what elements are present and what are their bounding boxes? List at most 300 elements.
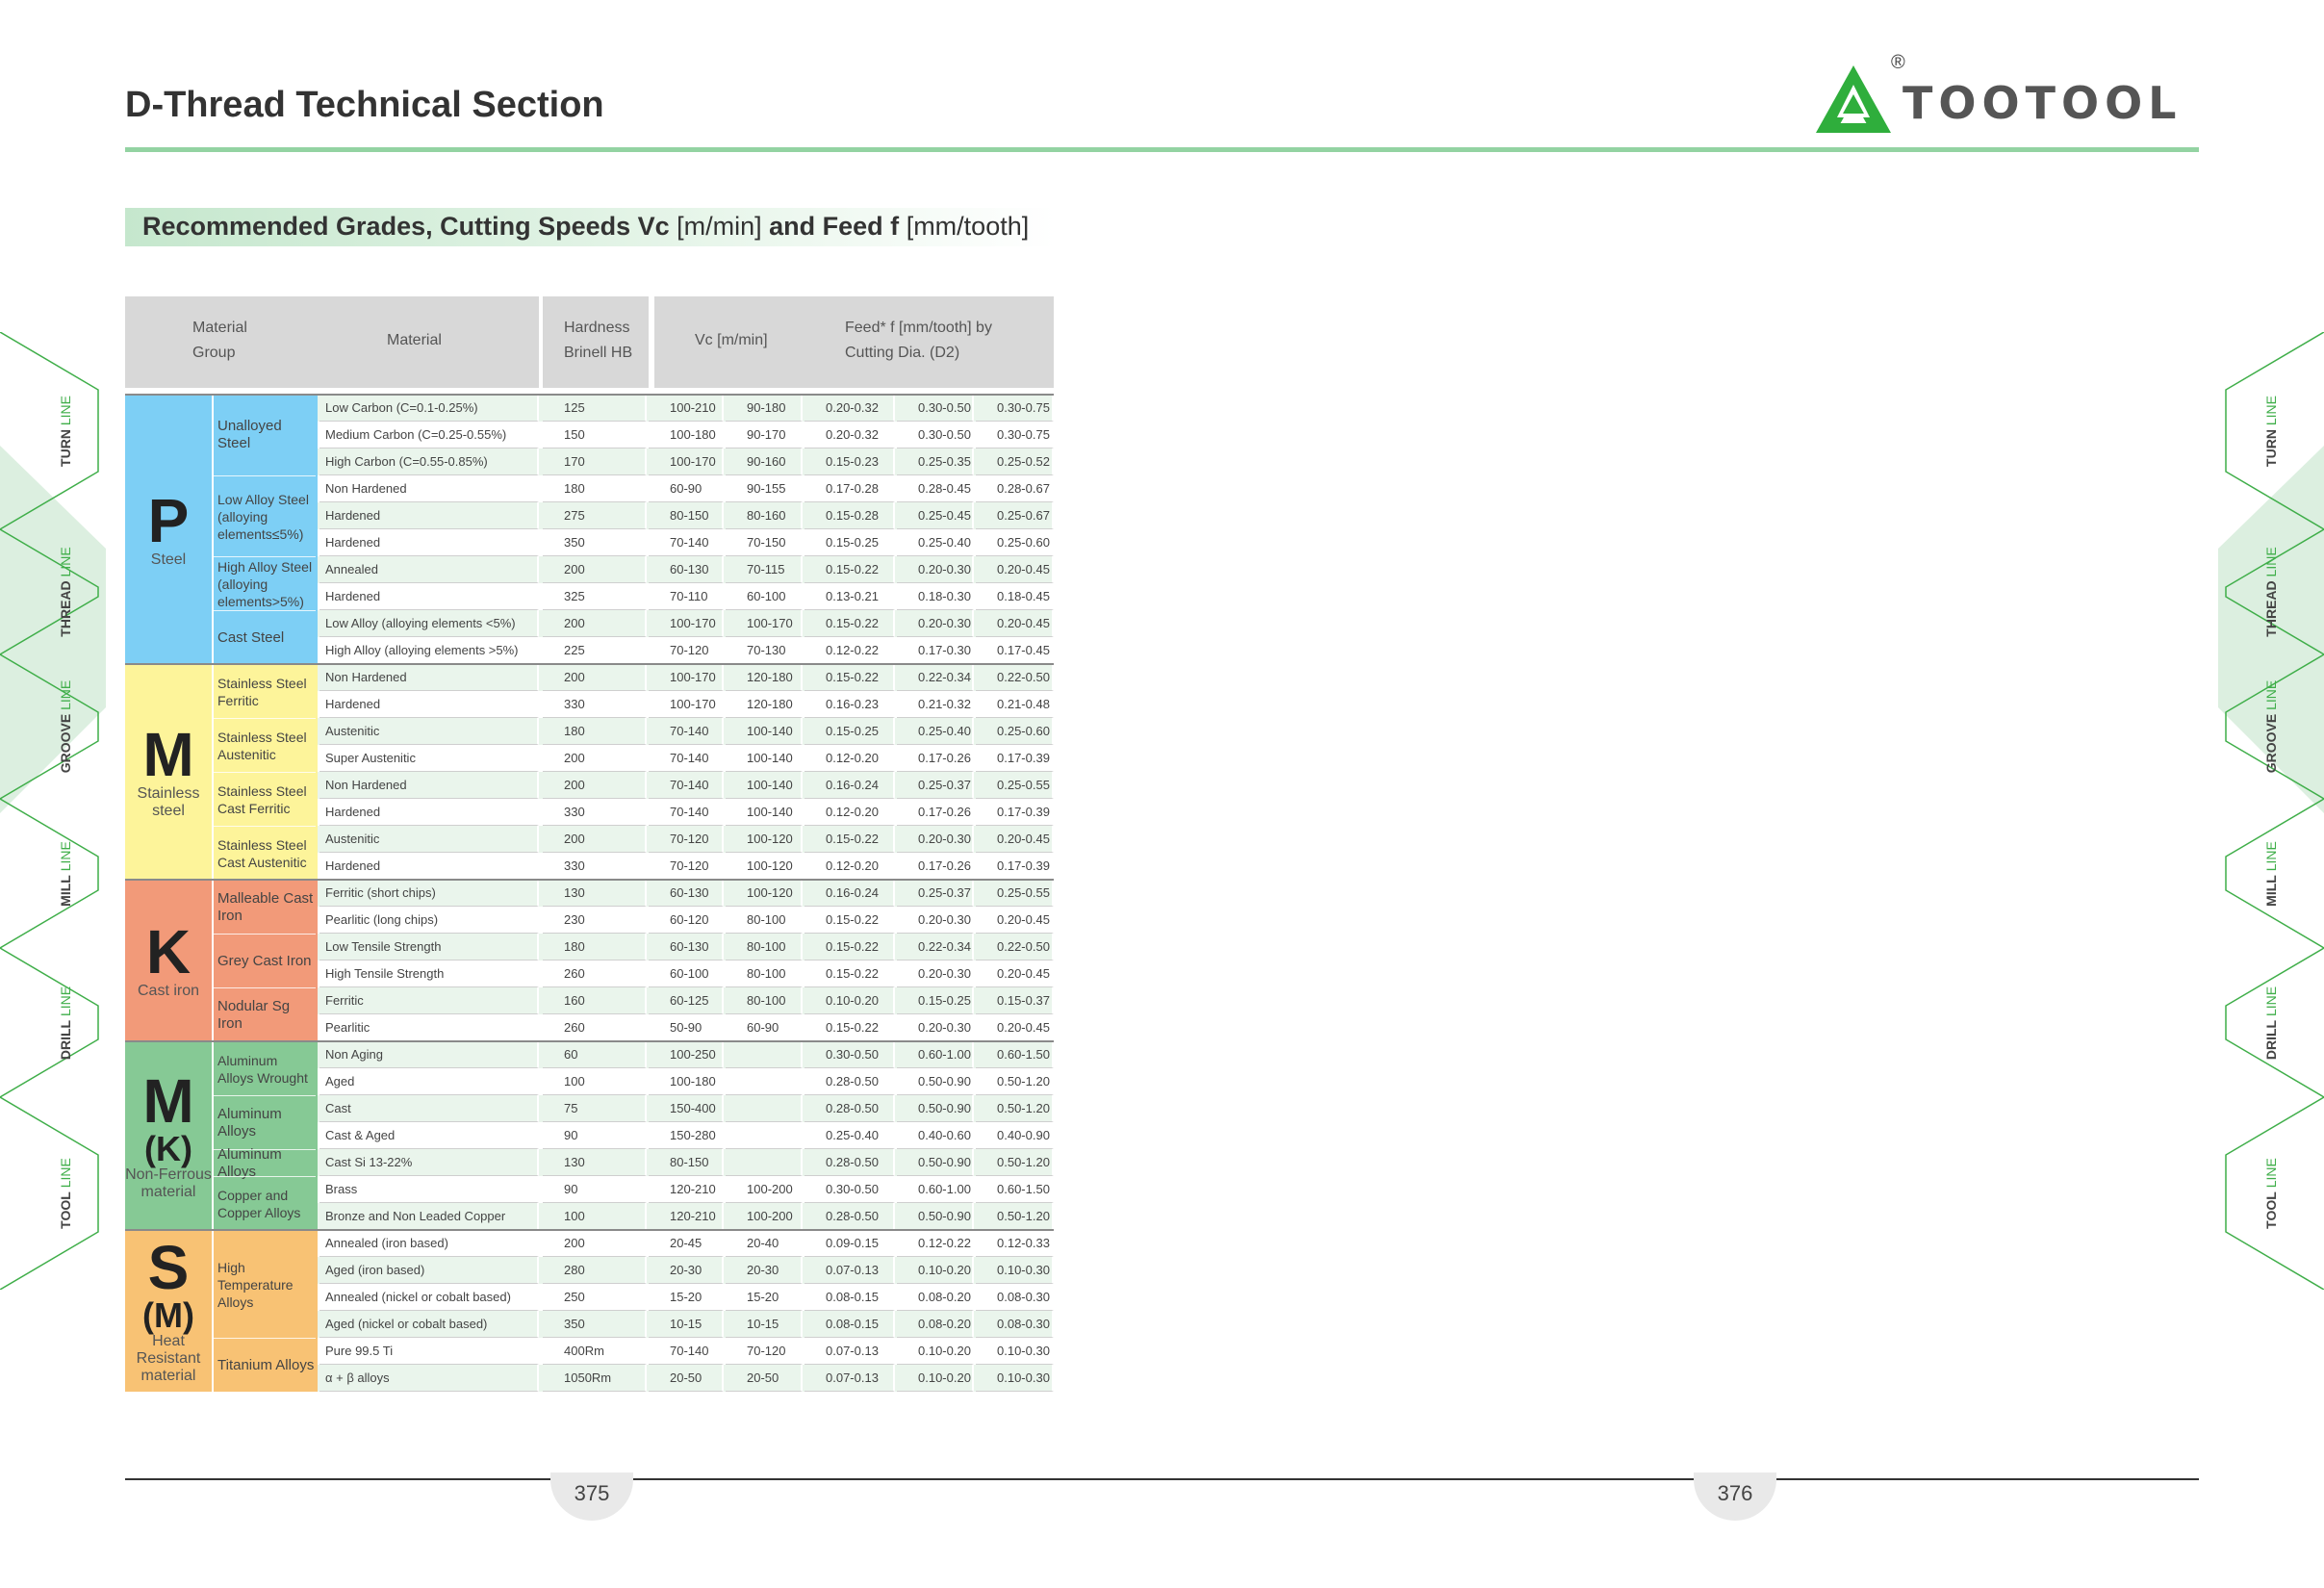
value-cell: 200 xyxy=(543,745,647,772)
side-tab-label-bold: GROOVE xyxy=(58,713,73,774)
value-cell: 0.10-0.30 xyxy=(976,1338,1054,1365)
material-subgroup: Grey Cast Iron xyxy=(214,934,316,987)
value-cell: 0.16-0.23 xyxy=(804,691,895,718)
value-cell: 0.07-0.13 xyxy=(804,1338,895,1365)
value-cell: 75 xyxy=(543,1095,647,1122)
value-cell: 0.12-0.20 xyxy=(804,853,895,880)
header-material: Material xyxy=(387,332,442,348)
value-cell: 200 xyxy=(543,826,647,853)
value-cell: 0.20-0.30 xyxy=(897,960,974,987)
value-cell: 50-90 xyxy=(649,1014,724,1041)
value-cell: 60-90 xyxy=(649,475,724,502)
value-cell: 100-170 xyxy=(649,610,724,637)
side-tab-outline xyxy=(0,1097,98,1290)
material-condition-cell: Cast Si 13-22% xyxy=(319,1149,539,1176)
material-condition-cell: High Carbon (C=0.55-0.85%) xyxy=(319,448,539,475)
value-cell: 0.28-0.50 xyxy=(804,1149,895,1176)
header-feed-b: Cutting Dia. (D2) xyxy=(845,345,960,361)
subtitle-part: [mm/tooth] xyxy=(906,212,1030,241)
value-cell: 120-210 xyxy=(649,1203,724,1230)
tootool-logo-icon xyxy=(1814,64,1893,137)
material-condition-cell: Bronze and Non Leaded Copper xyxy=(319,1203,539,1230)
value-cell: 0.30-0.50 xyxy=(897,422,974,448)
value-cell: 0.28-0.50 xyxy=(804,1068,895,1095)
material-condition-cell: Pure 99.5 Ti xyxy=(319,1338,539,1365)
value-cell: 120-180 xyxy=(726,664,803,691)
value-cell: 350 xyxy=(543,1311,647,1338)
material-subgroup: Stainless Steel Cast Austenitic xyxy=(214,826,316,880)
side-tab-tool[interactable] xyxy=(2260,1097,2283,1290)
value-cell: 60-90 xyxy=(726,1014,803,1041)
side-tab-label-bold: GROOVE xyxy=(2263,713,2279,774)
group-separator xyxy=(125,1040,1054,1042)
value-cell: 90-180 xyxy=(726,395,803,422)
value-cell: 0.12-0.20 xyxy=(804,745,895,772)
material-condition-cell: Ferritic xyxy=(319,987,539,1014)
side-tab-label-light: LINE xyxy=(58,395,73,429)
value-cell: 0.20-0.45 xyxy=(976,826,1054,853)
value-cell: 0.25-0.52 xyxy=(976,448,1054,475)
value-cell: 0.20-0.45 xyxy=(976,907,1054,934)
table-header xyxy=(125,296,539,388)
group-secondary-letter: (M) xyxy=(142,1295,194,1335)
value-cell: 0.10-0.20 xyxy=(804,987,895,1014)
value-cell: 0.22-0.50 xyxy=(976,934,1054,960)
header-divider xyxy=(125,147,2199,152)
value-cell: 0.30-0.50 xyxy=(804,1176,895,1203)
material-condition-cell: Ferritic (short chips) xyxy=(319,880,539,907)
material-condition-cell: Austenitic xyxy=(319,718,539,745)
side-tab-label-light: LINE xyxy=(58,1158,73,1192)
value-cell: 0.17-0.26 xyxy=(897,745,974,772)
value-cell: 100-140 xyxy=(726,772,803,799)
value-cell: 70-120 xyxy=(649,637,724,664)
value-cell: 125 xyxy=(543,395,647,422)
value-cell: 0.16-0.24 xyxy=(804,772,895,799)
value-cell: 0.15-0.37 xyxy=(976,987,1054,1014)
group-name: Steel xyxy=(150,551,187,568)
material-condition-cell: Non Hardened xyxy=(319,772,539,799)
value-cell: 70-115 xyxy=(726,556,803,583)
material-condition-cell: Non Hardened xyxy=(319,475,539,502)
table-header xyxy=(543,296,649,388)
value-cell: 0.30-0.50 xyxy=(804,1041,895,1068)
value-cell: 0.10-0.30 xyxy=(976,1257,1054,1284)
header-hardness-a: Hardness xyxy=(564,320,630,336)
material-condition-cell: Pearlitic (long chips) xyxy=(319,907,539,934)
value-cell xyxy=(726,1149,803,1176)
value-cell: 0.25-0.40 xyxy=(897,529,974,556)
value-cell: 80-160 xyxy=(726,502,803,529)
value-cell: 0.12-0.22 xyxy=(804,637,895,664)
section-subtitle xyxy=(125,208,1056,246)
value-cell: 0.40-0.90 xyxy=(976,1122,1054,1149)
group-letter: S xyxy=(147,1233,190,1302)
value-cell: 0.25-0.55 xyxy=(976,772,1054,799)
material-condition-cell: Annealed xyxy=(319,556,539,583)
value-cell: 100-140 xyxy=(726,718,803,745)
header-vc: Vc [m/min] xyxy=(695,332,768,348)
side-tab-label-bold: TOOL xyxy=(2263,1191,2279,1229)
subtitle-part: and Feed f xyxy=(761,212,907,241)
grades-table xyxy=(125,296,1054,1394)
value-cell: 100-210 xyxy=(649,395,724,422)
side-tab-label-light: LINE xyxy=(58,840,73,875)
material-group-s xyxy=(125,1230,212,1392)
value-cell: 120-180 xyxy=(726,691,803,718)
group-separator xyxy=(125,663,1054,665)
value-cell: 0.28-0.50 xyxy=(804,1095,895,1122)
material-condition-cell: Cast xyxy=(319,1095,539,1122)
value-cell: 0.12-0.22 xyxy=(897,1230,974,1257)
value-cell: 80-150 xyxy=(649,502,724,529)
material-condition-cell: Hardened xyxy=(319,502,539,529)
value-cell xyxy=(726,1122,803,1149)
value-cell: 0.22-0.34 xyxy=(897,664,974,691)
value-cell: 0.28-0.67 xyxy=(976,475,1054,502)
side-tab-drill[interactable] xyxy=(2260,927,2283,1119)
value-cell: 0.20-0.32 xyxy=(804,422,895,448)
material-group-p xyxy=(125,395,212,664)
value-cell: 20-50 xyxy=(649,1365,724,1392)
value-cell: 100-140 xyxy=(726,799,803,826)
material-condition-cell: α + β alloys xyxy=(319,1365,539,1392)
material-condition-cell: Medium Carbon (C=0.25-0.55%) xyxy=(319,422,539,448)
header-group-b: Group xyxy=(192,345,236,361)
material-condition-cell: Hardened xyxy=(319,853,539,880)
value-cell: 60-125 xyxy=(649,987,724,1014)
material-subgroup: Nodular Sg Iron xyxy=(214,987,316,1041)
value-cell: 0.13-0.21 xyxy=(804,583,895,610)
material-condition-cell: Annealed (nickel or cobalt based) xyxy=(319,1284,539,1311)
value-cell: 20-30 xyxy=(726,1257,803,1284)
value-cell: 330 xyxy=(543,691,647,718)
value-cell: 0.15-0.25 xyxy=(897,987,974,1014)
value-cell: 260 xyxy=(543,960,647,987)
value-cell: 0.10-0.20 xyxy=(897,1257,974,1284)
value-cell: 0.15-0.25 xyxy=(804,529,895,556)
material-subgroup: Low Alloy Steel (alloying elements≤5%) xyxy=(214,475,316,556)
value-cell xyxy=(726,1095,803,1122)
table-header xyxy=(654,296,1054,388)
value-cell: 0.10-0.20 xyxy=(897,1365,974,1392)
value-cell: 0.12-0.20 xyxy=(804,799,895,826)
material-subgroup: Stainless Steel Ferritic xyxy=(214,664,316,718)
material-subgroup: Cast Steel xyxy=(214,610,316,664)
value-cell: 0.15-0.23 xyxy=(804,448,895,475)
group-letter: P xyxy=(147,486,190,555)
material-condition-cell: Pearlitic xyxy=(319,1014,539,1041)
value-cell: 150-400 xyxy=(649,1095,724,1122)
value-cell: 0.25-0.37 xyxy=(897,772,974,799)
value-cell: 330 xyxy=(543,799,647,826)
material-subgroup: Unalloyed Steel xyxy=(217,418,282,451)
value-cell: 230 xyxy=(543,907,647,934)
value-cell: 100-200 xyxy=(726,1176,803,1203)
value-cell: 0.10-0.20 xyxy=(897,1338,974,1365)
side-tab-label-bold: TOOL xyxy=(58,1191,73,1229)
page-number-left: 375 xyxy=(550,1473,633,1521)
value-cell: 0.20-0.45 xyxy=(976,1014,1054,1041)
value-cell: 100-250 xyxy=(649,1041,724,1068)
value-cell: 0.20-0.30 xyxy=(897,907,974,934)
value-cell: 0.20-0.45 xyxy=(976,960,1054,987)
value-cell: 60-100 xyxy=(649,960,724,987)
value-cell: 0.25-0.45 xyxy=(897,502,974,529)
value-cell: 0.20-0.30 xyxy=(897,826,974,853)
value-cell: 170 xyxy=(543,448,647,475)
value-cell: 180 xyxy=(543,475,647,502)
material-condition-cell: Aged (iron based) xyxy=(319,1257,539,1284)
value-cell: 200 xyxy=(543,1230,647,1257)
value-cell: 100-170 xyxy=(649,691,724,718)
material-condition-cell: Low Tensile Strength xyxy=(319,934,539,960)
material-condition-cell: High Tensile Strength xyxy=(319,960,539,987)
value-cell: 330 xyxy=(543,853,647,880)
value-cell: 0.18-0.30 xyxy=(897,583,974,610)
material-condition-cell: Aged xyxy=(319,1068,539,1095)
value-cell: 60 xyxy=(543,1041,647,1068)
value-cell: 275 xyxy=(543,502,647,529)
header-feed-a: Feed* f [mm/tooth] by xyxy=(845,320,992,336)
side-tab-label-bold: MILL xyxy=(2263,874,2279,907)
material-condition-cell: Aged (nickel or cobalt based) xyxy=(319,1311,539,1338)
value-cell: 0.60-1.50 xyxy=(976,1176,1054,1203)
material-condition-cell: Hardened xyxy=(319,799,539,826)
value-cell: 0.17-0.26 xyxy=(897,853,974,880)
value-cell: 0.30-0.75 xyxy=(976,395,1054,422)
value-cell: 100-120 xyxy=(726,880,803,907)
group-name: Non-Ferrous material xyxy=(125,1166,212,1200)
value-cell: 0.21-0.48 xyxy=(976,691,1054,718)
value-cell: 120-210 xyxy=(649,1176,724,1203)
value-cell: 0.15-0.25 xyxy=(804,718,895,745)
material-group-m xyxy=(125,1041,212,1230)
value-cell: 1050Rm xyxy=(543,1365,647,1392)
value-cell: 10-15 xyxy=(649,1311,724,1338)
value-cell: 0.28-0.50 xyxy=(804,1203,895,1230)
value-cell: 0.17-0.39 xyxy=(976,853,1054,880)
value-cell: 70-140 xyxy=(649,718,724,745)
material-condition-cell: Non Hardened xyxy=(319,664,539,691)
page-number-right: 376 xyxy=(1694,1473,1776,1521)
value-cell: 260 xyxy=(543,1014,647,1041)
value-cell: 100-120 xyxy=(726,826,803,853)
side-tab-label-light: LINE xyxy=(2263,840,2279,875)
side-tab-label-light: LINE xyxy=(58,986,73,1020)
value-cell: 200 xyxy=(543,610,647,637)
value-cell: 60-120 xyxy=(649,907,724,934)
value-cell: 15-20 xyxy=(726,1284,803,1311)
value-cell: 0.08-0.30 xyxy=(976,1284,1054,1311)
value-cell: 60-130 xyxy=(649,880,724,907)
value-cell: 90-160 xyxy=(726,448,803,475)
value-cell: 0.25-0.60 xyxy=(976,529,1054,556)
value-cell: 90 xyxy=(543,1176,647,1203)
value-cell: 0.50-0.90 xyxy=(897,1068,974,1095)
side-tab-label-light: LINE xyxy=(2263,1158,2279,1192)
value-cell: 60-130 xyxy=(649,556,724,583)
material-condition-cell: Austenitic xyxy=(319,826,539,853)
value-cell: 0.15-0.22 xyxy=(804,610,895,637)
material-condition-cell: Low Alloy (alloying elements <5%) xyxy=(319,610,539,637)
value-cell: 20-45 xyxy=(649,1230,724,1257)
value-cell: 0.40-0.60 xyxy=(897,1122,974,1149)
group-separator xyxy=(125,879,1054,881)
side-tab-label-light: LINE xyxy=(2263,395,2279,429)
side-tab-outline xyxy=(0,799,98,948)
value-cell: 200 xyxy=(543,664,647,691)
value-cell: 150-280 xyxy=(649,1122,724,1149)
value-cell: 60-100 xyxy=(726,583,803,610)
side-tabs-left xyxy=(0,332,106,1290)
group-letter: M xyxy=(142,1066,194,1136)
subtitle-part: [m/min] xyxy=(677,212,762,241)
value-cell: 0.12-0.33 xyxy=(976,1230,1054,1257)
value-cell: 280 xyxy=(543,1257,647,1284)
value-cell: 325 xyxy=(543,583,647,610)
value-cell: 0.22-0.34 xyxy=(897,934,974,960)
value-cell: 20-40 xyxy=(726,1230,803,1257)
value-cell: 70-140 xyxy=(649,745,724,772)
value-cell: 0.20-0.30 xyxy=(897,556,974,583)
material-condition-cell: Hardened xyxy=(319,529,539,556)
material-subgroup: High Alloy Steel (alloying elements>5%) xyxy=(214,556,316,610)
value-cell: 100-170 xyxy=(726,610,803,637)
value-cell: 100 xyxy=(543,1203,647,1230)
value-cell: 80-100 xyxy=(726,960,803,987)
subtitle-part: Recommended Grades, Cutting Speeds Vc xyxy=(142,212,677,241)
page-title: D-Thread Technical Section xyxy=(125,85,604,125)
group-secondary-letter: (K) xyxy=(144,1129,192,1168)
material-condition-cell: Annealed (iron based) xyxy=(319,1230,539,1257)
value-cell: 0.15-0.22 xyxy=(804,826,895,853)
value-cell: 70-140 xyxy=(649,772,724,799)
value-cell: 0.20-0.45 xyxy=(976,610,1054,637)
value-cell: 0.17-0.39 xyxy=(976,745,1054,772)
value-cell: 0.07-0.13 xyxy=(804,1257,895,1284)
value-cell: 0.20-0.30 xyxy=(897,610,974,637)
value-cell: 60-130 xyxy=(649,934,724,960)
value-cell: 100-170 xyxy=(649,664,724,691)
value-cell: 225 xyxy=(543,637,647,664)
side-tab-drill[interactable] xyxy=(54,927,77,1119)
group-name: Stainless steel xyxy=(137,785,200,819)
material-subgroup: Stainless Steel Cast Ferritic xyxy=(214,772,316,826)
value-cell: 0.08-0.15 xyxy=(804,1311,895,1338)
group-separator xyxy=(125,394,1054,396)
value-cell: 15-20 xyxy=(649,1284,724,1311)
group-letter: M xyxy=(142,720,194,789)
value-cell: 80-100 xyxy=(726,987,803,1014)
material-subgroup: Titanium Alloys xyxy=(214,1338,316,1392)
value-cell: 90-155 xyxy=(726,475,803,502)
value-cell: 250 xyxy=(543,1284,647,1311)
value-cell: 0.09-0.15 xyxy=(804,1230,895,1257)
value-cell: 0.17-0.30 xyxy=(897,637,974,664)
value-cell: 0.15-0.22 xyxy=(804,907,895,934)
value-cell: 10-15 xyxy=(726,1311,803,1338)
group-name: Cast iron xyxy=(137,983,200,999)
value-cell: 0.25-0.35 xyxy=(897,448,974,475)
value-cell: 0.28-0.45 xyxy=(897,475,974,502)
value-cell: 350 xyxy=(543,529,647,556)
value-cell: 0.18-0.45 xyxy=(976,583,1054,610)
value-cell: 70-130 xyxy=(726,637,803,664)
material-subgroup: Aluminum Alloys Wrought xyxy=(214,1041,316,1095)
value-cell: 100-170 xyxy=(649,448,724,475)
material-group-k xyxy=(125,880,212,1041)
value-cell: 90-170 xyxy=(726,422,803,448)
material-condition-cell: Brass xyxy=(319,1176,539,1203)
side-tab-tool[interactable] xyxy=(54,1097,77,1290)
value-cell: 70-140 xyxy=(649,799,724,826)
value-cell: 200 xyxy=(543,556,647,583)
value-cell: 130 xyxy=(543,880,647,907)
side-tab-label-bold: MILL xyxy=(58,874,73,907)
value-cell: 0.17-0.28 xyxy=(804,475,895,502)
material-condition-cell: Super Austenitic xyxy=(319,745,539,772)
side-tab-label-bold: DRILL xyxy=(2263,1019,2279,1060)
value-cell: 0.16-0.24 xyxy=(804,880,895,907)
material-subgroup: Malleable Cast Iron xyxy=(214,880,316,934)
group-separator xyxy=(125,1229,1054,1231)
value-cell: 180 xyxy=(543,718,647,745)
material-condition-cell: Cast & Aged xyxy=(319,1122,539,1149)
value-cell: 0.60-1.50 xyxy=(976,1041,1054,1068)
brand-logo xyxy=(1814,52,2199,137)
value-cell: 200 xyxy=(543,772,647,799)
value-cell: 0.50-0.90 xyxy=(897,1095,974,1122)
value-cell: 0.20-0.30 xyxy=(897,1014,974,1041)
material-subgroup: Aluminum Alloys xyxy=(214,1149,316,1176)
value-cell: 0.20-0.45 xyxy=(976,556,1054,583)
value-cell: 0.15-0.22 xyxy=(804,960,895,987)
side-tab-label-bold: TURN xyxy=(2263,428,2279,467)
material-subgroup: High Temperature Alloys xyxy=(214,1230,316,1338)
side-tab-label-light: LINE xyxy=(2263,986,2279,1020)
material-condition-cell: Hardened xyxy=(319,691,539,718)
side-tab-label-light: LINE xyxy=(2263,547,2279,581)
side-tab-shapes xyxy=(0,332,106,1290)
side-tab-label-bold: TURN xyxy=(58,428,73,467)
side-tab-label-bold: DRILL xyxy=(58,1019,73,1060)
group-name: Heat Resistant material xyxy=(136,1333,201,1384)
logo-text: TOOTOOL xyxy=(1903,77,2183,129)
value-cell: 0.25-0.40 xyxy=(804,1122,895,1149)
side-tabs-right xyxy=(2218,332,2324,1290)
material-subgroup: Copper and Copper Alloys xyxy=(214,1176,316,1230)
value-cell: 130 xyxy=(543,1149,647,1176)
value-cell: 0.25-0.55 xyxy=(976,880,1054,907)
value-cell: 100-180 xyxy=(649,1068,724,1095)
header-hardness-b: Brinell HB xyxy=(564,345,633,361)
value-cell: 0.17-0.39 xyxy=(976,799,1054,826)
value-cell: 70-140 xyxy=(649,529,724,556)
value-cell: 0.15-0.22 xyxy=(804,934,895,960)
value-cell: 0.50-1.20 xyxy=(976,1203,1054,1230)
value-cell: 180 xyxy=(543,934,647,960)
value-cell: 80-100 xyxy=(726,907,803,934)
side-tab-label-light: LINE xyxy=(58,679,73,714)
material-subgroup: Aluminum Alloys xyxy=(214,1095,316,1149)
footer-divider xyxy=(125,1478,2199,1480)
value-cell: 0.60-1.00 xyxy=(897,1041,974,1068)
value-cell: 0.07-0.13 xyxy=(804,1365,895,1392)
side-tab-outline xyxy=(0,948,98,1097)
side-tab-label-bold: THREAD xyxy=(58,580,73,637)
value-cell: 70-140 xyxy=(649,1338,724,1365)
